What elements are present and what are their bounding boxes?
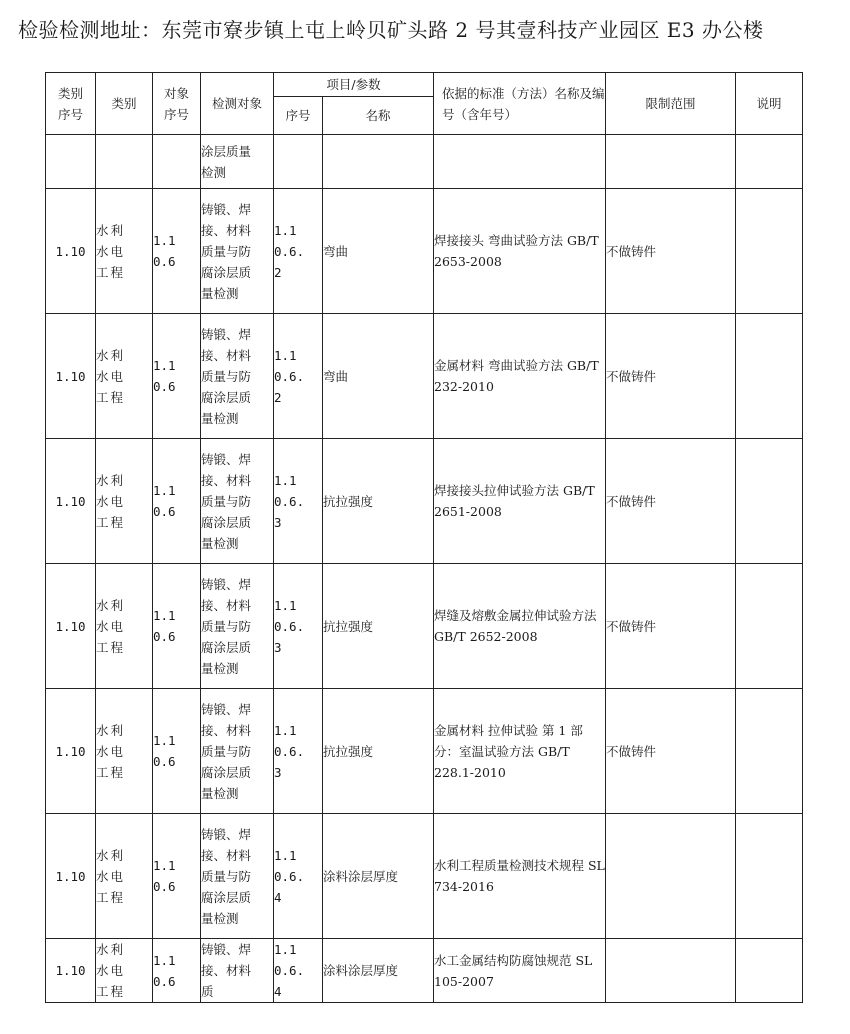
cell-object-text: 铸锻、焊接、材料质 [201,942,252,999]
scope-table [45,72,803,1003]
cell-category [96,564,153,689]
cell-seq-text: 1.10.6.3 [274,722,305,780]
header-object-no-text: 对象序号 [163,85,189,122]
cell-limit [606,814,736,939]
header-seq: 序号 [274,97,323,135]
cell-note [736,564,803,689]
cell-object [201,189,274,314]
header-object-no [153,73,201,135]
cell-category-text: 水利水电工程 [96,847,126,905]
cell-category-no [46,135,96,189]
cell-note [736,939,803,1003]
cell-object-no-text: 1.10.6 [153,858,176,894]
cell-seq-text: 1.10.6.4 [274,942,305,999]
cell-object [201,814,274,939]
cell-category-no: 1.10 [46,939,96,1003]
cell-object-no [153,814,201,939]
cell-seq [274,314,323,439]
cell-category [96,439,153,564]
cell-category-text: 水利水电工程 [96,942,126,999]
cell-name [323,135,434,189]
cell-standard: 焊缝及熔敷金属拉伸试验方法 GB/T 2652-2008 [434,564,606,689]
cell-object-no [153,314,201,439]
cell-limit: 不做铸件 [606,314,736,439]
cell-standard: 金属材料 弯曲试验方法 GB/T 232-2010 [434,314,606,439]
header-category: 类别 [96,73,153,135]
cell-limit: 不做铸件 [606,689,736,814]
cell-category-text: 水利水电工程 [96,722,126,780]
cell-seq-text: 1.10.6.3 [274,472,305,530]
cell-object-no [153,189,201,314]
cell-category [96,189,153,314]
cell-category-no: 1.10 [46,189,96,314]
cell-standard: 水利工程质量检测技术规程 SL 734-2016 [434,814,606,939]
cell-name: 弯曲 [323,314,434,439]
cell-standard: 焊接接头拉伸试验方法 GB/T 2651-2008 [434,439,606,564]
cell-limit: 不做铸件 [606,189,736,314]
cell-object-no [153,939,201,1003]
cell-note [736,189,803,314]
cell-object-no [153,564,201,689]
cell-seq [274,439,323,564]
cell-seq-text: 1.10.6.2 [274,222,305,280]
cell-name: 抗拉强度 [323,689,434,814]
cell-object-text: 铸锻、焊接、材料质量与防腐涂层质量检测 [201,701,252,801]
cell-object-no [153,135,201,189]
cell-object-text: 铸锻、焊接、材料质量与防腐涂层质量检测 [201,826,252,926]
cell-object-no [153,439,201,564]
cell-category-text: 水利水电工程 [96,222,126,280]
table-row [46,189,803,314]
cell-category-no: 1.10 [46,314,96,439]
cell-note [736,439,803,564]
table-row [46,689,803,814]
header-note: 说明 [736,73,803,135]
cell-object [201,564,274,689]
cell-category [96,689,153,814]
header-standard-text: 依据的标准（方法）名称及编号（含年号） [442,85,605,122]
cell-object [201,314,274,439]
cell-object [201,689,274,814]
cell-object-no [153,689,201,814]
cell-seq [274,814,323,939]
cell-object [201,439,274,564]
cell-name: 抗拉强度 [323,439,434,564]
cell-category-text: 水利水电工程 [96,347,126,405]
cell-standard: 焊接接头 弯曲试验方法 GB/T 2653-2008 [434,189,606,314]
cell-object [201,135,274,189]
cell-note [736,135,803,189]
cell-seq-text: 1.10.6.2 [274,347,305,405]
table-row [46,814,803,939]
cell-category [96,814,153,939]
cell-standard: 金属材料 拉伸试验 第 1 部分：室温试验方法 GB/T 228.1-2010 [434,689,606,814]
cell-object-no-text: 1.10.6 [153,358,176,394]
cell-name: 抗拉强度 [323,564,434,689]
cell-category-no: 1.10 [46,439,96,564]
header-item-param: 项目/参数 [274,73,434,97]
cell-category [96,135,153,189]
cell-standard [434,135,606,189]
cell-object-no-text: 1.10.6 [153,952,176,989]
cell-note [736,689,803,814]
cell-category-text: 水利水电工程 [96,597,126,655]
header-category-no [46,73,96,135]
cell-object-text: 铸锻、焊接、材料质量与防腐涂层质量检测 [201,326,252,426]
cell-category-no: 1.10 [46,814,96,939]
cell-object [201,939,274,1003]
table-row-continued [46,135,803,189]
header-name: 名称 [323,97,434,135]
cell-category-no: 1.10 [46,689,96,814]
cell-standard: 水工金属结构防腐蚀规范 SL 105-2007 [434,939,606,1003]
header-standard [434,73,606,135]
table-row [46,439,803,564]
cell-category-text: 水利水电工程 [96,472,126,530]
cell-object-no-text: 1.10.6 [153,733,176,769]
cell-limit: 不做铸件 [606,564,736,689]
cell-name: 弯曲 [323,189,434,314]
header-category-no-text: 类别序号 [57,85,83,122]
cell-seq [274,135,323,189]
header-limit: 限制范围 [606,73,736,135]
cell-object-text: 铸锻、焊接、材料质量与防腐涂层质量检测 [201,451,252,551]
cell-seq [274,939,323,1003]
cell-seq-text: 1.10.6.3 [274,597,305,655]
cell-seq [274,564,323,689]
header-object: 检测对象 [201,73,274,135]
cell-limit [606,939,736,1003]
cell-object-text: 铸锻、焊接、材料质量与防腐涂层质量检测 [201,576,252,676]
cell-name: 涂料涂层厚度 [323,939,434,1003]
cell-object-text: 涂层质量检测 [201,143,252,180]
cell-seq-text: 1.10.6.4 [274,847,305,905]
cell-object-no-text: 1.10.6 [153,233,176,269]
cell-limit: 不做铸件 [606,439,736,564]
cell-category [96,314,153,439]
cell-seq [274,189,323,314]
cell-category [96,939,153,1003]
cell-seq [274,689,323,814]
cell-object-no-text: 1.10.6 [153,608,176,644]
cell-limit [606,135,736,189]
table-row [46,314,803,439]
cell-category-no: 1.10 [46,564,96,689]
cell-object-text: 铸锻、焊接、材料质量与防腐涂层质量检测 [201,201,252,301]
cell-note [736,814,803,939]
cell-note [736,314,803,439]
cell-name: 涂料涂层厚度 [323,814,434,939]
page-title: 检验检测地址：东莞市寮步镇上屯上岭贝矿头路 2 号其壹科技产业园区 E3 办公楼 [18,18,764,42]
cell-object-no-text: 1.10.6 [153,483,176,519]
table-row-partial [46,939,803,1003]
table-row [46,564,803,689]
